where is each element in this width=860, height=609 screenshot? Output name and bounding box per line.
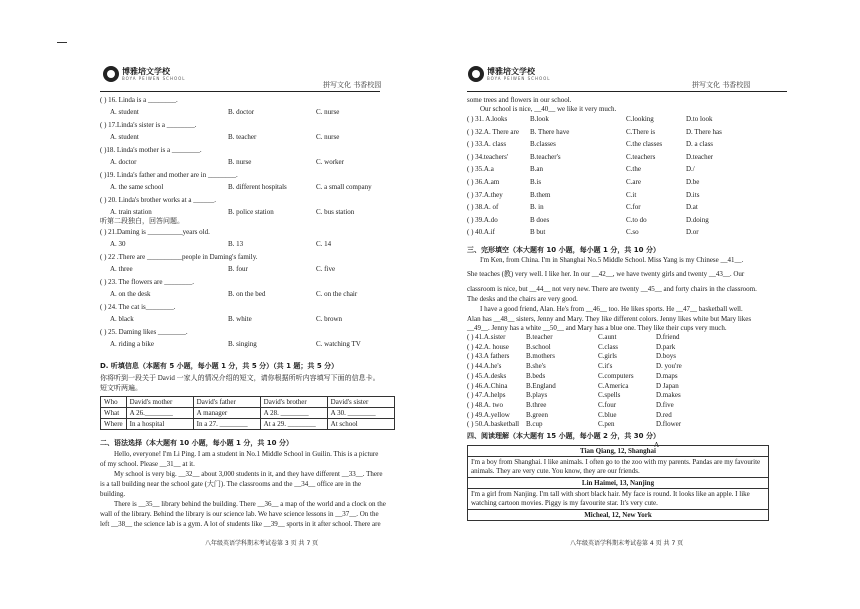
answer-option: B.three: [526, 400, 547, 409]
profile-name: Micheal, 12, New York: [584, 511, 652, 519]
table-cell: David's sister: [327, 397, 394, 408]
question-stem: ( ) 33.A. class: [467, 140, 507, 149]
answer-option: B.teacher: [526, 333, 553, 341]
answer-option: B. police station: [228, 208, 274, 216]
table-cell: David's brother: [260, 397, 327, 408]
answer-option: B.an: [530, 165, 544, 174]
question-stem: ( ) 24. The cat is________.: [100, 303, 176, 311]
table-header-row: [101, 397, 395, 408]
answer-option: C.are: [626, 178, 641, 186]
answer-option: D.its: [686, 190, 700, 199]
school-name: 博雅培文学校: [487, 67, 535, 76]
answer-option: B.school: [526, 342, 551, 351]
passage-line: I have a good friend, Alan. He's from __46__ too. He likes sports. He __47__ basketball well.: [480, 305, 743, 313]
answer-option: D.five: [656, 400, 674, 409]
passage-continuation: Our school is nice, __40__ we like it very much.: [480, 105, 617, 113]
answer-option: D./: [686, 165, 695, 174]
question-stem: ( ) 22 .There are __________people in Daming's family.: [100, 253, 258, 261]
answer-option: D.red: [656, 410, 672, 419]
answer-option: B.them: [530, 190, 551, 199]
question-stem: ( ) 25. Daming likes ________.: [100, 328, 188, 336]
answer-option: C.it: [626, 190, 637, 199]
question-stem: ( ) 43.A fathers: [467, 352, 510, 361]
question-stem: ( ) 17.Linda's sister is a ________.: [100, 121, 197, 129]
table-cell: In a 27. ________: [193, 419, 260, 430]
answer-option: B.she's: [526, 362, 546, 371]
answer-option: D Japan: [656, 381, 679, 390]
reading-profiles-table: [467, 445, 769, 521]
table-cell: At a 29. ________: [260, 419, 327, 430]
question-stem: ( )19. Linda's father and mother are in ________.: [100, 171, 238, 179]
table-cell: What: [101, 408, 127, 419]
answer-option: A. 30: [110, 240, 126, 248]
section-d-instruction: 你将听到一段关于 David 一家人的情况介绍的短文，请你根据所听内容填写下面的信息卡。: [100, 374, 380, 382]
answer-option: C.the: [626, 165, 641, 174]
answer-option: D.maps: [656, 371, 678, 380]
question-stem: ( ) 40.A.if: [467, 228, 495, 237]
table-cell: A 30. ________: [327, 408, 394, 419]
question-stem: ( ) 47.A.helps: [467, 391, 506, 400]
answer-option: B.cup: [526, 420, 543, 429]
info-card-table: [100, 396, 395, 430]
answer-option: B does: [530, 215, 550, 224]
section-2-title: 二、语法选择（本大题有 10 小题，每小题 1 分，共 10 分）: [100, 439, 293, 447]
table-cell: A 26.________: [126, 408, 193, 419]
answer-option: C.America: [598, 381, 629, 390]
question-stem: ( ) 41.A.sister: [467, 333, 506, 341]
answer-option: C. nurse: [316, 133, 340, 141]
answer-option: B. different hospitals: [228, 183, 287, 191]
answer-option: A. the same school: [110, 183, 164, 191]
passage-line: left __38__ the science lab is a gym. A lot of students like __39__ sports in it after school. There are: [100, 520, 381, 528]
answer-option: C. on the chair: [316, 290, 358, 298]
answer-option: B. four: [228, 265, 248, 273]
answer-option: C.for: [626, 203, 641, 212]
answer-option: B but: [530, 228, 546, 237]
answer-option: A. three: [110, 265, 133, 273]
answer-option: D.to look: [686, 115, 713, 123]
table-cell: A 28. ________: [260, 408, 327, 419]
answer-option: C.so: [626, 228, 639, 237]
passage-line: of my school. Please __31__ at it.: [100, 460, 195, 468]
answer-option: C. 14: [316, 240, 332, 248]
header-divider: [467, 91, 787, 92]
passage-line: There is __35__ library behind the building. There __36__ a map of the world and a clock on the: [114, 500, 386, 508]
passage-line: She teaches (教) very well. I like her. In our __42__, we have twenty girls and twenty __43__. Our: [467, 270, 745, 278]
answer-option: C.blue: [598, 410, 617, 419]
table-row: [101, 408, 395, 419]
passage-line: I'm Ken, from China. I'm in Shanghai No.5 Middle School. Miss Yang is my Chinese __41__.: [480, 256, 744, 264]
answer-option: C. five: [316, 265, 336, 273]
answer-option: B. on the bed: [228, 290, 266, 298]
page-footer: 八年级英语学科期末考试卷第 3 页 共 7 页: [205, 540, 319, 547]
school-logo-icon: [468, 66, 484, 82]
header-slogan: 拼写文化 书香校园: [323, 81, 382, 89]
answer-option: C.girls: [598, 352, 617, 361]
answer-option: D. a class: [686, 140, 714, 149]
question-stem: ( ) 46.A.China: [467, 381, 508, 390]
school-subtitle: BOYA PEIWEN SCHOOL: [487, 76, 551, 81]
table-row: [101, 419, 395, 430]
answer-option: D.makes: [656, 391, 681, 400]
answer-option: C.the classes: [626, 140, 663, 149]
answer-option: B.look: [530, 115, 549, 123]
answer-option: B. white: [228, 315, 252, 323]
answer-option: B. 13: [228, 240, 244, 248]
answer-option: B.is: [530, 178, 542, 186]
answer-option: B.mothers: [526, 352, 555, 361]
answer-option: A. black: [110, 315, 134, 323]
answer-option: B. in: [530, 203, 544, 212]
table-cell: David's father: [193, 397, 260, 408]
answer-option: B.classes: [530, 140, 556, 149]
question-stem: ( ) 16. Linda is a ________.: [100, 96, 178, 104]
answer-option: D. There has: [686, 127, 722, 136]
answer-option: B. singing: [228, 340, 257, 348]
passage-line: Alan has __48__ sisters, Jenny and Mary. They like different colors. Jenny likes white but Mary likes: [467, 315, 752, 323]
passage-line: classroom is nice, but __44__ not very new. There are twenty __45__ and forty chairs in the classroom.: [467, 285, 757, 293]
answer-option: B.plays: [526, 391, 548, 400]
question-stem: ( ) 45.A.desks: [467, 371, 507, 380]
passage-line: Hello, everyone! I'm Li Ping. I am a student in No.1 Middle School in Guilin. This is a picture: [114, 450, 379, 458]
passage-line: building.: [100, 490, 126, 498]
question-stem: ( ) 48.A. two: [467, 400, 503, 409]
answer-option: D.at: [686, 203, 698, 212]
question-stem: ( ) 35.A.a: [467, 165, 494, 174]
answer-option: C. brown: [316, 315, 343, 323]
answer-option: B.beds: [526, 371, 546, 380]
table-cell: David's mother: [126, 397, 193, 408]
profile-name: Lin Haimei, 13, Nanjing: [468, 478, 768, 489]
header-divider: [100, 91, 380, 92]
profile-text: I'm a girl from Nanjing. I'm tall with short black hair. My face is round. It looks like an apple. I like watching cartoon movies. Piggy is my favourite star. It's very cute.: [468, 489, 768, 510]
answer-option: C.class: [598, 342, 619, 351]
question-stem: ( ) 20. Linda's brother works at a ______.: [100, 196, 216, 204]
profile-name: Tian Qiang, 12, Shanghai: [468, 446, 768, 457]
table-cell: A manager: [193, 408, 260, 419]
answer-option: C.There is: [626, 127, 656, 136]
answer-option: D.flower: [656, 420, 682, 429]
question-stem: ( ) 44.A.he's: [467, 362, 502, 371]
answer-option: C.four: [598, 400, 617, 409]
answer-option: C.computers: [598, 371, 634, 380]
question-stem: ( ) 37.A.they: [467, 190, 503, 199]
answer-option: A. student: [110, 108, 139, 116]
answer-option: D.friend: [656, 333, 680, 341]
answer-option: B. teacher: [228, 133, 257, 141]
answer-option: A. student: [110, 133, 139, 141]
answer-option: C. bus station: [316, 208, 355, 216]
answer-option: B. There have: [530, 127, 570, 136]
school-logo-icon: [103, 66, 119, 82]
question-stem: ( )18. Linda's mother is a ________.: [100, 146, 202, 154]
answer-option: C. nurse: [316, 108, 340, 116]
school-subtitle: BOYA PEIWEN SCHOOL: [122, 76, 186, 81]
table-cell: Where: [101, 419, 127, 430]
answer-option: A. on the desk: [110, 290, 151, 298]
section-d-title: D. 听填信息（本题有 5 小题，每小题 1 分，共 5 分）（共 1 题；共 5 分）: [100, 362, 339, 370]
question-stem: ( ) 50.A.basketball: [467, 420, 520, 429]
answer-option: C.spells: [598, 391, 621, 400]
school-name: 博雅培文学校: [122, 67, 170, 76]
passage-line: My school is very big. __32__ about 3,000 students in it, and they have different __33__. There: [114, 470, 383, 478]
answer-option: D.park: [656, 342, 676, 351]
answer-option: C.it's: [598, 362, 613, 371]
question-stem: ( ) 32.A. There are: [467, 127, 519, 136]
passage-continuation: some trees and flowers in our school.: [467, 96, 572, 104]
answer-option: C.pen: [598, 420, 615, 429]
question-stem: ( ) 39.A.do: [467, 215, 498, 224]
answer-option: B.teacher's: [530, 152, 561, 161]
question-stem: ( ) 21.Daming is __________years old.: [100, 228, 210, 236]
question-stem: ( ) 49.A.yellow: [467, 410, 510, 419]
question-stem: ( ) 23. The flowers are ________.: [100, 278, 194, 286]
profile-text: I'm a boy from Shanghai. I like animals. I often go to the zoo with my parents. Pandas are my favourite animals. They are very cute. You know, they are our friends.: [468, 457, 768, 478]
answer-option: B. nurse: [228, 158, 252, 166]
question-stem: ( ) 36.A.am: [467, 178, 500, 186]
table-cell: At school: [327, 419, 394, 430]
question-stem: ( ) 34.teachers': [467, 152, 509, 161]
answer-option: C.aunt: [598, 333, 617, 341]
answer-option: B.green: [526, 410, 548, 419]
answer-option: D.be: [686, 178, 700, 186]
section-4-part-label: A: [654, 441, 660, 449]
answer-option: C. worker: [316, 158, 344, 166]
page-footer: 八年级英语学科期末考试卷第 4 页 共 7 页: [570, 540, 684, 547]
question-stem: ( ) 42.A. house: [467, 342, 509, 351]
question-stem: ( ) 31. A.looks: [467, 115, 508, 123]
question-stem: ( ) 38.A. of: [467, 203, 499, 212]
answer-option: A. train station: [110, 208, 152, 216]
header-slogan: 拼写文化 书香校园: [692, 81, 751, 89]
section-d-instruction-2: 短文听两遍。: [100, 384, 142, 392]
answer-option: D.boys: [656, 352, 677, 361]
table-cell: Who: [101, 397, 127, 408]
answer-option: A. doctor: [110, 158, 137, 166]
answer-option: C.looking: [626, 115, 654, 123]
answer-option: D. you're: [656, 362, 682, 371]
answer-option: C.teachers: [626, 152, 656, 161]
exam-page-4: [430, 0, 860, 609]
passage-line: wall of the library. Behind the library is our science lab. We have science lessons in __37__. On the: [100, 510, 379, 518]
passage-line: The desks and the chairs are very good.: [467, 295, 578, 303]
answer-option: C. a small company: [316, 183, 372, 191]
section-4-title: 四、阅读理解（本大题有 15 小题，每小题 2 分，共 30 分）: [467, 432, 660, 440]
answer-option: B.England: [526, 381, 556, 390]
answer-option: D.doing: [686, 215, 709, 224]
answer-option: A. riding a bike: [110, 340, 154, 348]
answer-option: C.to do: [626, 215, 647, 224]
answer-option: C. watching TV: [316, 340, 361, 348]
answer-option: D.or: [686, 228, 699, 237]
listen-second-instruction: 听第二段独白，回答问题。: [100, 217, 184, 225]
passage-line: __49__. Jenny has a white __50__ and Mary has a blue one. They like their cups very much.: [467, 324, 727, 332]
passage-line: is a tall building near the school gate (大门). The classrooms and the __34__ office are in the: [100, 480, 362, 488]
answer-option: B. doctor: [228, 108, 255, 116]
answer-option: D.teacher: [686, 152, 714, 161]
section-3-title: 三、完形填空（本大题有 10 小题，每小题 1 分，共 10 分）: [467, 246, 660, 254]
table-cell: In a hospital: [126, 419, 193, 430]
